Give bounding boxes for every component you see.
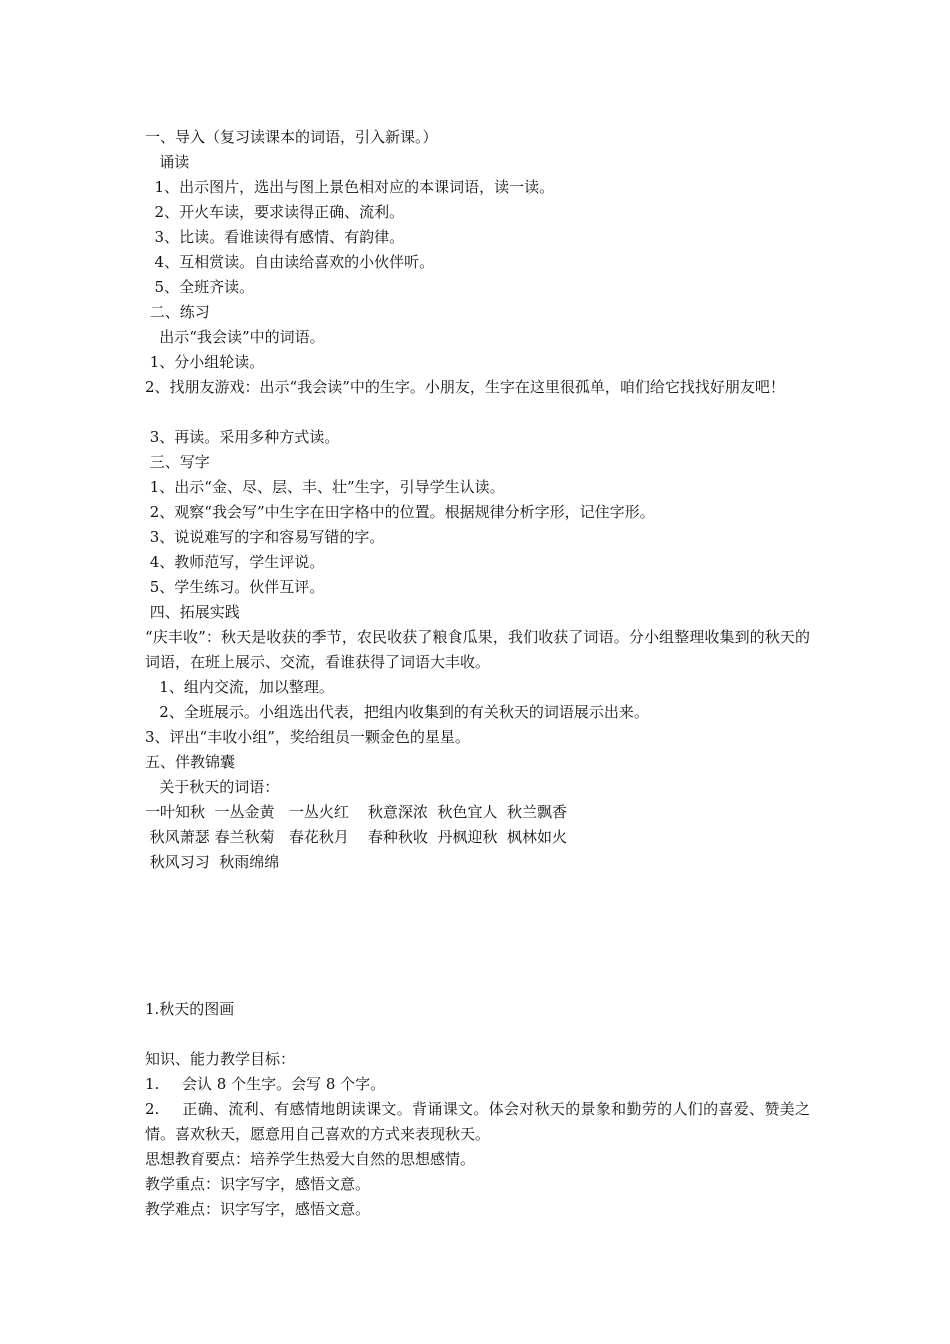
step-line: 2、观察“我会写”中生字在田字格中的位置。根据规律分析字形，记住字形。 xyxy=(145,503,655,521)
step-line: 5、学生练习。伙伴互评。 xyxy=(145,578,325,596)
subheading-recite: 诵读 xyxy=(145,153,190,171)
difficult-point: 教学难点：识字写字，感悟文意。 xyxy=(145,1200,371,1218)
goal-text: 会认 8 个生字。会写 8 个字。 xyxy=(182,1075,386,1093)
step-line: 3、评出“丰收小组”，奖给组员一颗金色的星星。 xyxy=(145,728,470,746)
section-heading-writing: 三、写字 xyxy=(145,453,210,471)
step-line: 1、出示“金、尽、层、丰、壮”生字，引导学生认读。 xyxy=(145,478,505,496)
section-heading-extension: 四、拓展实践 xyxy=(145,603,240,621)
step-line: 4、教师范写，学生评说。 xyxy=(145,553,325,571)
step-line: 4、互相赏读。自由读给喜欢的小伙伴听。 xyxy=(145,253,435,271)
step-paragraph: “庆丰收”：秋天是收获的季节，农民收获了粮食瓜果，我们收获了词语。分小组整理收集到的秋天的词语，在班上展示、交流，看谁获得了词语大丰收。 xyxy=(145,628,810,671)
step-line: 3、再读。采用多种方式读。 xyxy=(145,428,340,446)
step-line: 2、开火车读，要求读得正确、流利。 xyxy=(145,203,405,221)
moral-point: 思想教育要点：培养学生热爱大自然的思想感情。 xyxy=(145,1150,476,1168)
step-line: 5、全班齐读。 xyxy=(145,278,255,296)
idiom-line: 秋风萧瑟 春兰秋菊 春花秋月 春种秋收 丹枫迎秋 枫林如火 xyxy=(145,828,567,846)
key-point: 教学重点：识字写字，感悟文意。 xyxy=(145,1175,371,1193)
step-line: 3、说说难写的字和容易写错的字。 xyxy=(145,528,385,546)
goals-heading: 知识、能力教学目标： xyxy=(145,1050,296,1068)
step-paragraph: 2、找朋友游戏：出示“我会读”中的生字。小朋友，生字在这里很孤单，咱们给它找找好朋友吧！ xyxy=(145,378,785,396)
goal-number: 2. xyxy=(145,1100,160,1118)
step-line: 出示“我会读”中的词语。 xyxy=(145,328,325,346)
section-heading-resources: 五、伴教锦囊 xyxy=(145,753,236,771)
goal-item xyxy=(145,1097,810,1147)
idiom-line: 一叶知秋 一丛金黄 一丛火红 秋意深浓 秋色宜人 秋兰飘香 xyxy=(145,803,567,821)
goal-text: 正确、流利、有感情地朗读课文。背诵课文。体会对秋天的景象和勤劳的人们的喜爱、赞美之情。喜欢秋天，愿意用自己喜欢的方式来表现秋天。 xyxy=(145,1100,810,1143)
step-line: 关于秋天的词语： xyxy=(145,778,280,796)
step-line: 1、分小组轮读。 xyxy=(145,353,265,371)
section-heading-intro: 一、导入（复习读课本的词语，引入新课。） xyxy=(145,128,438,146)
step-line: 1、出示图片，选出与图上景色相对应的本课词语，读一读。 xyxy=(145,178,555,196)
step-line: 3、比读。看谁读得有感情、有韵律。 xyxy=(145,228,405,246)
step-line: 1、组内交流，加以整理。 xyxy=(145,678,334,696)
goal-item xyxy=(145,1072,810,1097)
idiom-line: 秋风习习 秋雨绵绵 xyxy=(145,853,280,871)
goal-number: 1. xyxy=(145,1075,160,1093)
lesson-title: 1.秋天的图画 xyxy=(145,1000,235,1018)
step-line: 2、全班展示。小组选出代表，把组内收集到的有关秋天的词语展示出来。 xyxy=(145,703,649,721)
section-heading-practice: 二、练习 xyxy=(145,303,210,321)
